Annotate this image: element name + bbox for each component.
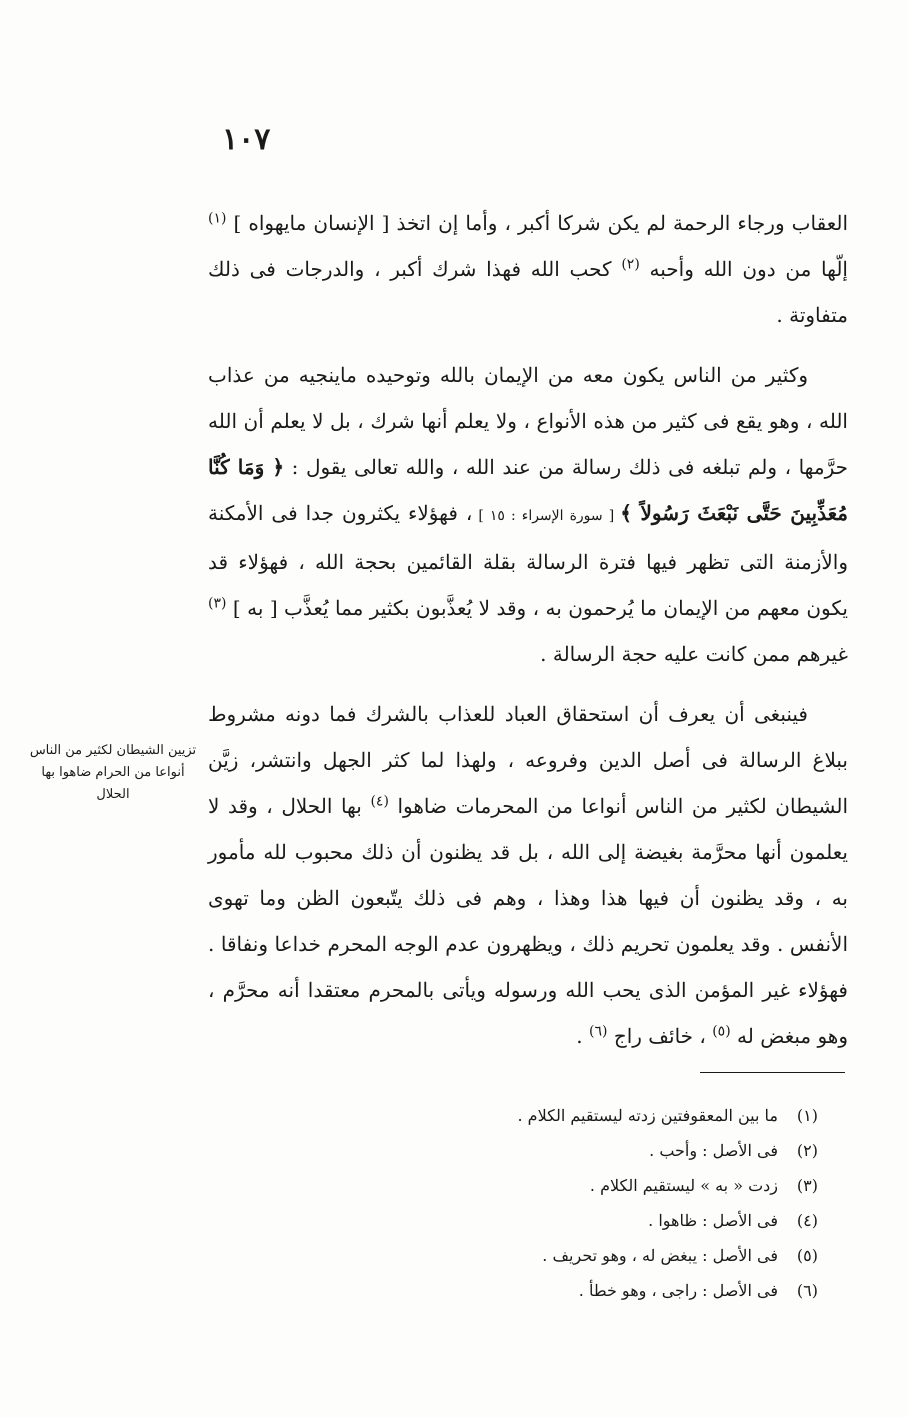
paragraph-2-text-b: ، فهؤلاء يكثرون جدا فى الأمكنة والأزمنة التى تظهر فيها فترة الرسالة بقلة القائمين بحجة الله ، فهؤلاء قد يكون معهم من الإيمان ما يُرحمون به ، وقد لا يُعذَّبون بكثير مما يُعذَّب [ به ] [208,501,848,620]
paragraph-2-text-a: وكثير من الناس يكون معه من الإيمان بالله وتوحيده ماينجيه من عذاب الله ، وهو يقع فى كثير من هذه الأنواع ، ولا يعلم أنها شرك ، بل لا يعلم أن الله حرَّمها ، ولم تبلغه فى ذلك رسالة من عند الله ، والله تعالى يقول : [208,363,848,479]
footnote-item [318,1203,818,1238]
footnotes-list [318,1098,818,1308]
footnote-divider [700,1072,845,1073]
paragraph-3-text-d: . [576,1024,589,1048]
footnote-text: فى الأصل : ظاهوا . [648,1211,778,1230]
paragraph-3-text-a: فينبغى أن يعرف أن استحقاق العباد للعذاب بالشرك فما دونه مشروط ببلاغ الرسالة فى أصل الدين وفروعه ، ولهذا لما كثر الجهل وانتشر، زيَّن الشيطان لكثير من الناس أنواعا من المحرمات ضاهوا [208,702,848,818]
paragraph-1 [208,200,848,338]
footnote-number: (٢) [796,1141,818,1160]
footnote-number: (٤) [796,1211,818,1230]
footnote-ref-1: (١) [208,210,227,227]
footnote-ref-3: (٣) [208,595,227,612]
paragraph-3-text-b: بها الحلال ، وقد لا يعلمون أنها محرَّمة بغيضة إلى الله ، بل قد يظنون أن ذلك محبوب لله مأمور به ، وقد يظنون أن فيها هذا وهذا ، وهم فى ذلك يتّبعون الظن وما تهوى الأنفس . وقد يعلمون تحريم ذلك ، ويظهرون عدم الوجه المحرم خداعا ونفاقا . فهؤلاء غير المؤمن الذى يحب الله ورسوله ويأتى بالمحرم معتقدا أنه محرَّم ، وهو مبغض له [208,794,848,1048]
paragraph-2-text-c: غيرهم ممن كانت عليه حجة الرسالة . [540,642,848,666]
footnote-item [318,1098,818,1133]
footnote-ref-5: (٥) [712,1023,731,1040]
paragraph-2 [208,352,848,677]
footnote-item [318,1238,818,1273]
paragraph-3-text-c: ، خائف راج [613,1024,713,1048]
footnote-text: فى الأصل : يبغض له ، وهو تحريف . [542,1246,778,1265]
footnote-item [318,1273,818,1308]
margin-note: تزيين الشيطان لكثير من الناس أنواعا من الحرام ضاهوا بها الحلال [29,743,197,802]
footnote-ref-6: (٦) [588,1023,608,1040]
footnote-number: (٣) [796,1176,818,1195]
paragraph-1-text-b: إلّها من دون الله وأحبه [649,257,848,281]
footnote-number: (١) [796,1106,818,1125]
footnote-item [318,1133,818,1168]
footnote-text: زدت « به » ليستقيم الكلام . [589,1176,778,1195]
main-text-body [208,200,848,1059]
footnote-text: ما بين المعقوفتين زدته ليستقيم الكلام . [517,1106,778,1125]
footnote-ref-4: (٤) [370,793,389,810]
paragraph-1-text-a: العقاب ورجاء الرحمة لم يكن شركا أكبر ، وأما إن اتخذ [ الإنسان مايهواه ] [233,211,848,235]
quran-reference: [ سورة الإسراء : ١٥ ] [472,508,621,524]
paragraph-1-text-c: كحب الله فهذا شرك أكبر ، والدرجات فى ذلك متفاوتة . [208,257,848,327]
footnote-text: فى الأصل : راجى ، وهو خطأ . [578,1281,778,1300]
footnote-ref-2: (٢) [621,256,640,273]
quran-verse: ﴿ وَمَا كُنَّا مُعَذِّبِينَ حَتَّى نَبْعَثَ رَسُولاً ﴾ [208,455,848,525]
footnote-number: (٥) [796,1246,818,1265]
footnote-text: فى الأصل : وأحب . [649,1141,778,1160]
footnote-item [318,1168,818,1203]
page-number: ١٠٧ [222,122,271,157]
footnote-number: (٦) [796,1281,818,1300]
paragraph-3 [208,691,848,1059]
